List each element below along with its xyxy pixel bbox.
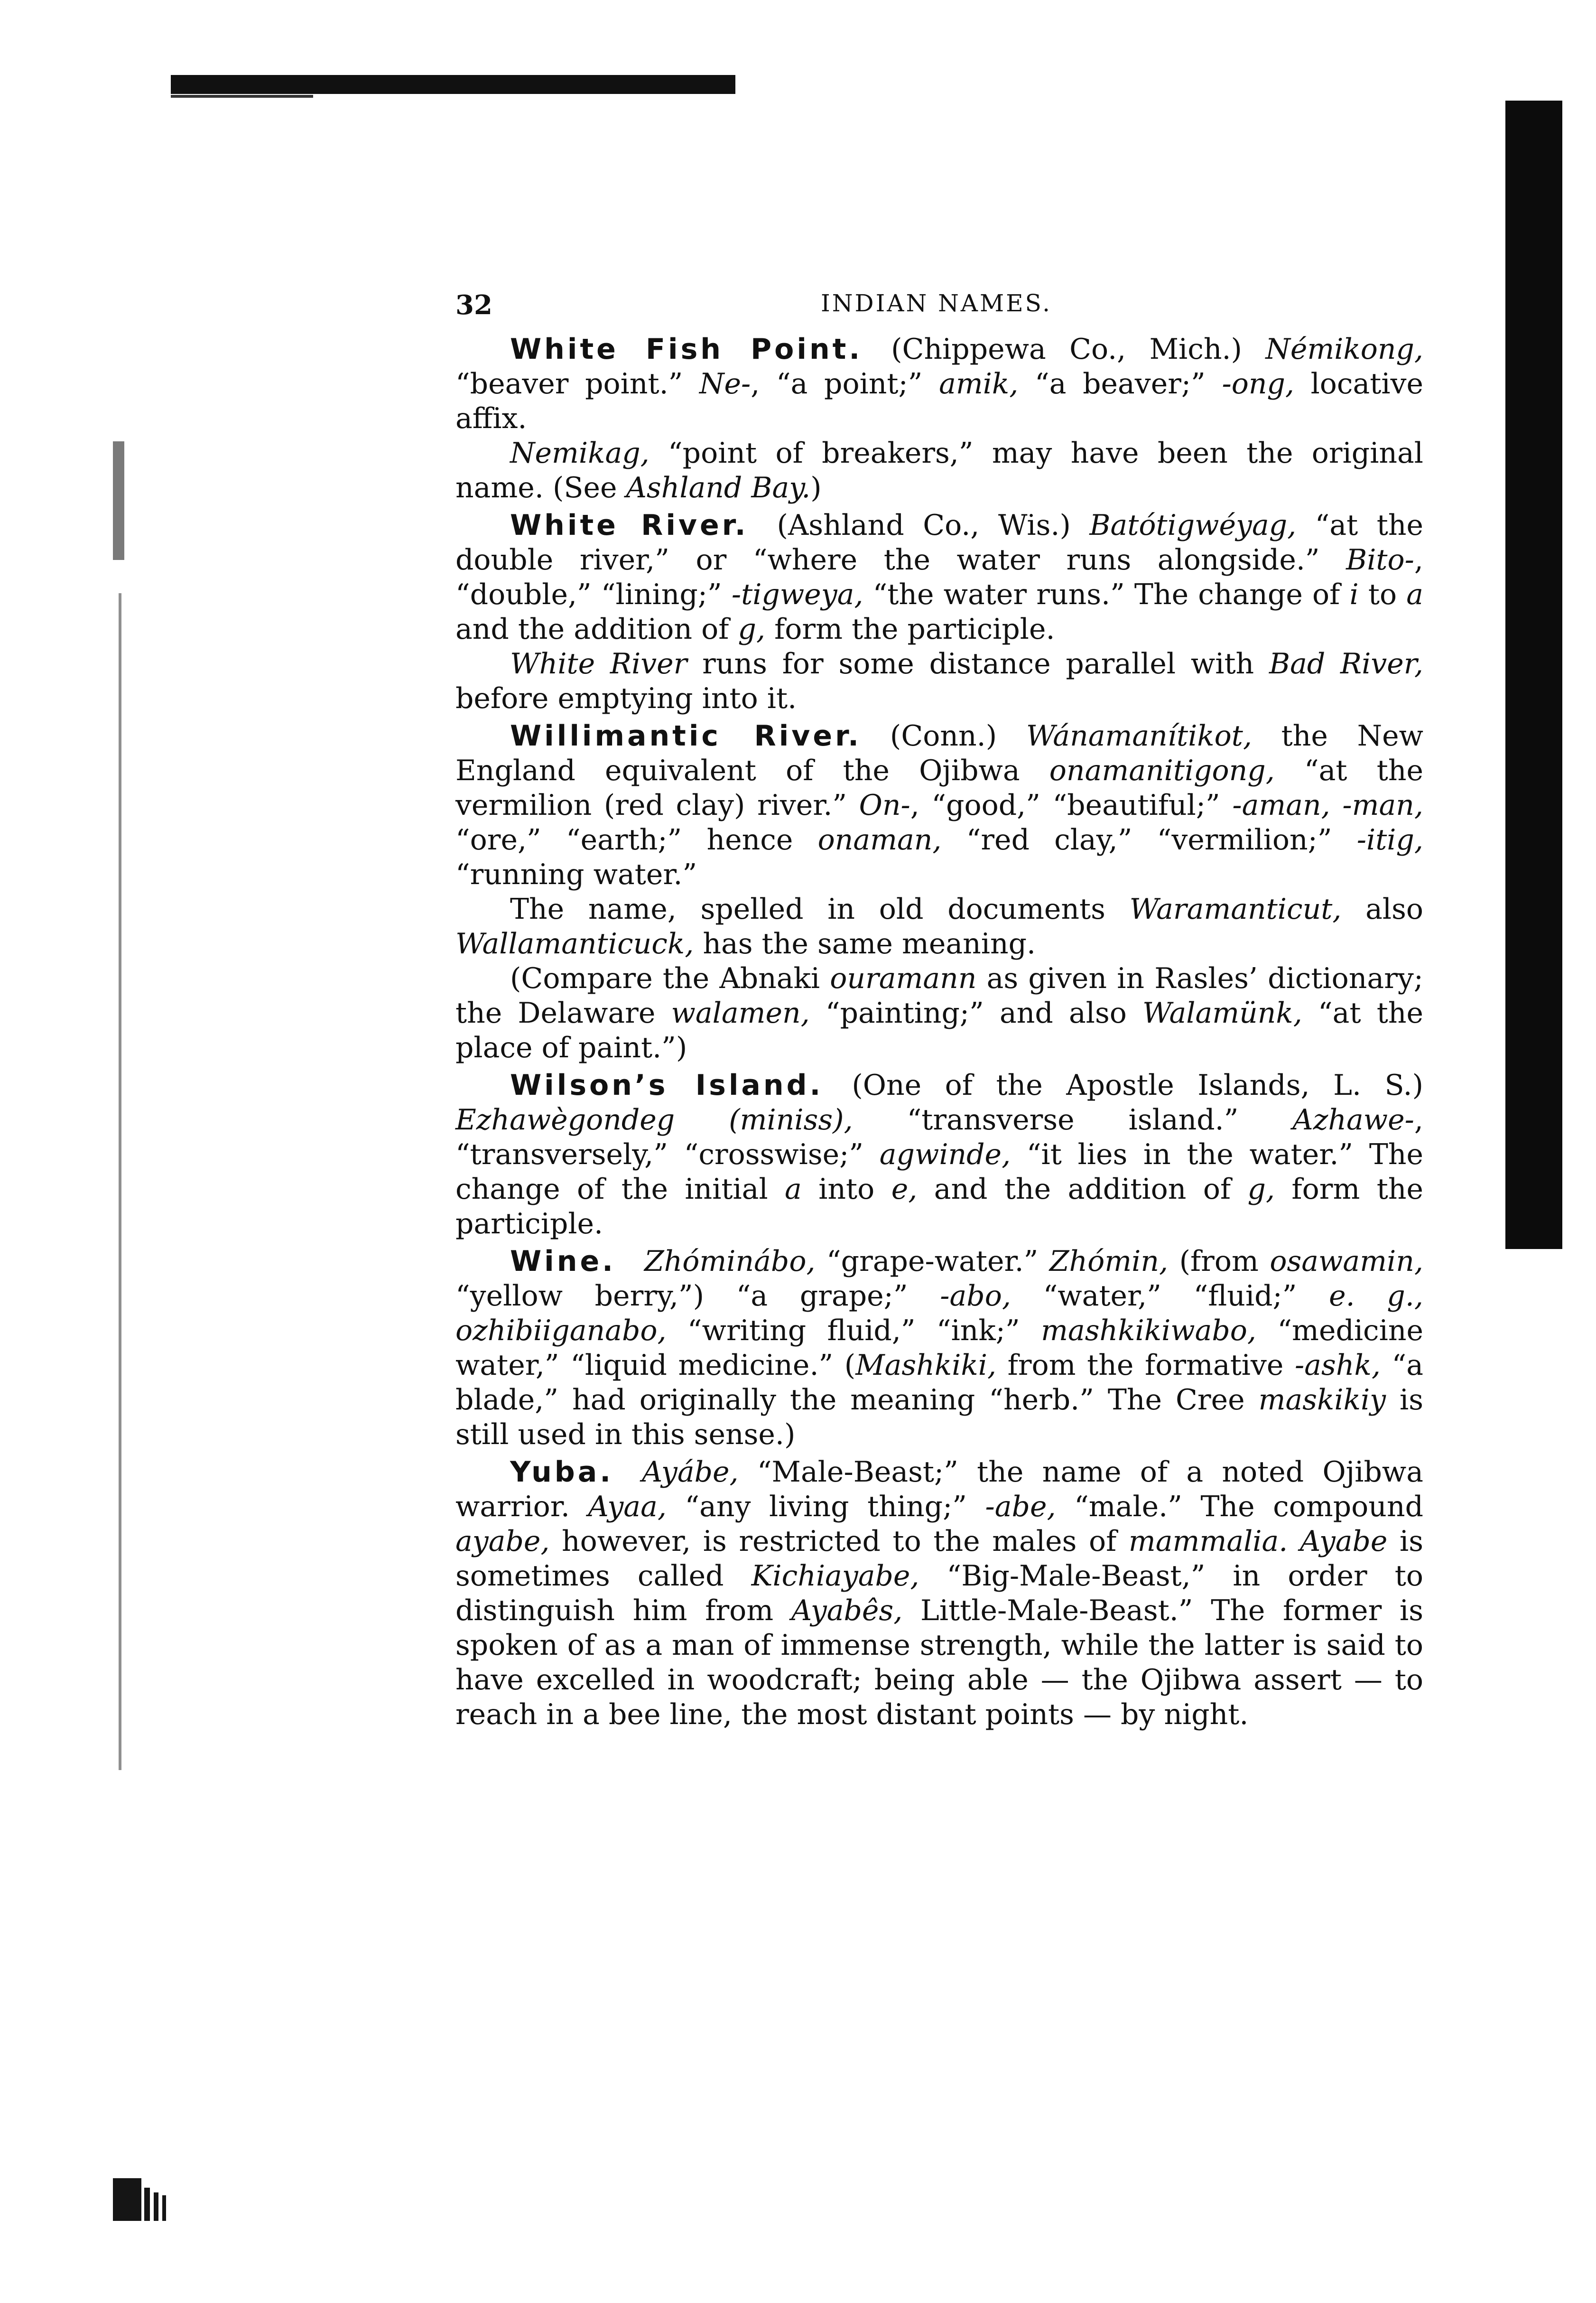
text-run: and the addition of [917, 1173, 1248, 1206]
text-run: , “transversely,” “crosswise;” [455, 1103, 1423, 1171]
native-term: -tigweya, [731, 578, 863, 611]
text-run [1288, 1525, 1300, 1558]
entries-list [455, 332, 1423, 1732]
text-run: The name, spelled in old documents [510, 893, 1130, 926]
entry-note [455, 436, 1423, 505]
native-term: Ezhawègondeg (miniss), [455, 1103, 853, 1137]
text-run: form the participle. [455, 1173, 1423, 1240]
text-run: “ore,” “earth;” hence [455, 823, 818, 857]
native-term: a [1406, 578, 1423, 611]
text-run: as given in Rasles’ dictionary; the Delaware [455, 962, 1423, 1030]
scan-edge-right [1505, 101, 1562, 1249]
native-term: Zhómin, [1049, 1245, 1169, 1278]
scan-edge-left [113, 441, 124, 560]
entry-definition [455, 1068, 1423, 1241]
dictionary-entry [455, 508, 1423, 716]
dictionary-entry [455, 1455, 1423, 1732]
text-run: “beaver point.” [455, 367, 699, 401]
text-run: , “double,” “lining;” [455, 543, 1423, 611]
dictionary-entry [455, 1244, 1423, 1452]
entry-definition [455, 508, 1423, 647]
native-term: Walamünk, [1142, 997, 1302, 1030]
text-run: “Male-Beast;” the name of a noted Ojibwa warrior. [455, 1455, 1423, 1523]
native-term: Némikong, [1265, 333, 1424, 366]
text-run: before emptying into it. [455, 682, 797, 715]
native-term: Ashland Bay. [626, 471, 811, 504]
native-term: osawamin, [1270, 1245, 1423, 1278]
native-term: Ayabe [1299, 1525, 1388, 1558]
running-head [455, 289, 1423, 332]
native-term: -ong, [1222, 367, 1294, 401]
text-run: “a beaver;” [1018, 367, 1222, 401]
native-term: On- [859, 789, 910, 822]
native-term: Bito- [1346, 543, 1414, 577]
book-page [455, 289, 1423, 1735]
entry-definition [455, 332, 1423, 436]
native-term: Ne- [699, 367, 751, 401]
scan-edge-line [171, 95, 313, 98]
native-term: Wánamanítikot, [1026, 719, 1252, 753]
entry-note [455, 961, 1423, 1065]
scan-edge-top [171, 75, 735, 94]
text-run: (Compare the Abnaki [510, 962, 830, 995]
entry-note [455, 647, 1423, 716]
native-term: Azhawe- [1292, 1103, 1414, 1137]
native-term: Ayaa, [588, 1490, 667, 1523]
native-term: Waramanticut, [1129, 893, 1342, 926]
native-term: Nemikag, [510, 437, 650, 470]
text-run: “Big-Male-Beast,” in order to distinguish him from [455, 1559, 1424, 1627]
text-run: “yellow berry,”) “a grape;” [455, 1279, 940, 1313]
native-term: ayabe, [455, 1525, 550, 1558]
text-run: is sometimes called [455, 1525, 1423, 1593]
native-term: e, [891, 1173, 918, 1206]
native-term: i [1349, 578, 1359, 611]
text-run: into [801, 1173, 891, 1206]
native-term: -abo, [940, 1279, 1011, 1313]
text-run: “medicine water,” “liquid medicine.” ( [455, 1314, 1423, 1382]
native-term: -ashk, [1295, 1349, 1381, 1382]
text-run: has the same meaning. [694, 927, 1036, 960]
text-run: “water,” “fluid;” [1011, 1279, 1329, 1313]
native-term: g, [738, 613, 766, 646]
native-term: Batótigwéyag, [1089, 509, 1297, 542]
native-term: mammalia. [1128, 1525, 1288, 1558]
text-run: , “good,” “beautiful;” [910, 789, 1233, 822]
text-run: “painting;” and also [809, 997, 1143, 1030]
native-term: Wallamanticuck, [455, 927, 694, 960]
text-run: the New England equivalent of the Ojibwa [455, 719, 1423, 787]
scan-edge-left-line [119, 593, 121, 1770]
entry-definition [455, 1455, 1423, 1732]
entry-headword: Wine. [510, 1245, 616, 1278]
native-term: Ayábe, [642, 1455, 739, 1489]
dictionary-entry [455, 332, 1423, 505]
dictionary-entry [455, 1068, 1423, 1241]
text-run: “male.” The compound [1056, 1490, 1424, 1523]
native-term: g, [1247, 1173, 1275, 1206]
entry-headword: Willimantic River. [510, 719, 862, 753]
native-term: onamanitigong, [1049, 754, 1275, 787]
text-run: “at the vermilion (red clay) river.” [455, 754, 1423, 822]
native-term: maskikiy [1258, 1383, 1386, 1417]
native-term: a [785, 1173, 802, 1206]
native-term: -aman, -man, [1232, 789, 1423, 822]
native-term: onaman, [817, 823, 942, 857]
text-run: “at the double river,” or “where the water runs alongside.” [455, 509, 1423, 577]
text-run: Little-Male-Beast.” The former is spoken of as a man of immense strength, while the latter is said to have excelled in woodcraft; being able — the Ojibwa assert — to reach in a bee line, the most distant points — by night. [455, 1594, 1423, 1731]
native-term: Ayabês, [791, 1594, 903, 1627]
text-run: “grape-water.” [815, 1245, 1049, 1278]
native-term: agwinde, [879, 1138, 1011, 1171]
native-term: Zhóminábo, [644, 1245, 816, 1278]
text-run: “transverse island.” [853, 1103, 1293, 1137]
text-run: “at the place of paint.”) [455, 997, 1423, 1064]
entry-headword: White River. [510, 509, 749, 542]
text-run: (One of the Apostle Islands, L. S.) [852, 1069, 1424, 1102]
text-run: is still used in this sense.) [455, 1383, 1423, 1451]
text-run: also [1341, 893, 1423, 926]
native-term: -abe, [985, 1490, 1056, 1523]
text-run: “a blade,” had originally the meaning “herb.” The Cree [455, 1349, 1423, 1417]
native-term: Mashkiki, [855, 1349, 997, 1382]
page-number: 32 [455, 289, 492, 321]
entry-definition [455, 719, 1423, 892]
native-term: e. g., ozhibiiganabo, [455, 1279, 1423, 1347]
native-term: White River [510, 647, 687, 681]
entry-definition [455, 1244, 1423, 1452]
entry-headword: Wilson’s Island. [510, 1069, 824, 1102]
text-run: from the formative [996, 1349, 1295, 1382]
native-term: ouramann [830, 962, 977, 995]
native-term: mashkikiwabo, [1041, 1314, 1256, 1347]
text-run: locative affix. [455, 367, 1424, 435]
entry-note [455, 892, 1423, 961]
entry-headword: White Fish Point. [510, 333, 863, 366]
text-run: (Ashland Co., Wis.) [777, 509, 1090, 542]
native-term: walamen, [671, 997, 810, 1030]
native-term: Bad River, [1269, 647, 1423, 681]
text-run: runs for some distance parallel with [687, 647, 1269, 681]
text-run: form the participle. [765, 613, 1055, 646]
text-run: (Chippewa Co., Mich.) [891, 333, 1266, 366]
native-term: Kichiayabe, [751, 1559, 919, 1593]
text-run: “running water.” [455, 858, 697, 891]
text-run: , “a point;” [751, 367, 939, 401]
native-term: amik, [939, 367, 1019, 401]
text-run: “it lies in the water.” The change of the initial [455, 1138, 1423, 1206]
text-run: “writing fluid,” “ink;” [666, 1314, 1041, 1347]
dictionary-entry [455, 719, 1423, 1065]
text-run: to [1358, 578, 1407, 611]
text-run: (Conn.) [890, 719, 1026, 753]
text-run: ) [810, 471, 822, 504]
text-run: “point of breakers,” may have been the original name. (See [455, 437, 1423, 504]
text-run: “any living thing;” [666, 1490, 985, 1523]
native-term: -itig, [1356, 823, 1423, 857]
text-run: “red clay,” “vermilion;” [941, 823, 1357, 857]
entry-headword: Yuba. [510, 1455, 614, 1489]
text-run: and the addition of [455, 613, 738, 646]
running-title: INDIAN NAMES. [821, 289, 1052, 317]
text-run: “the water runs.” The change of [863, 578, 1350, 611]
text-run: (from [1168, 1245, 1270, 1278]
text-run: however, is restricted to the males of [549, 1525, 1129, 1558]
scan-edge-bottom [113, 2135, 170, 2226]
